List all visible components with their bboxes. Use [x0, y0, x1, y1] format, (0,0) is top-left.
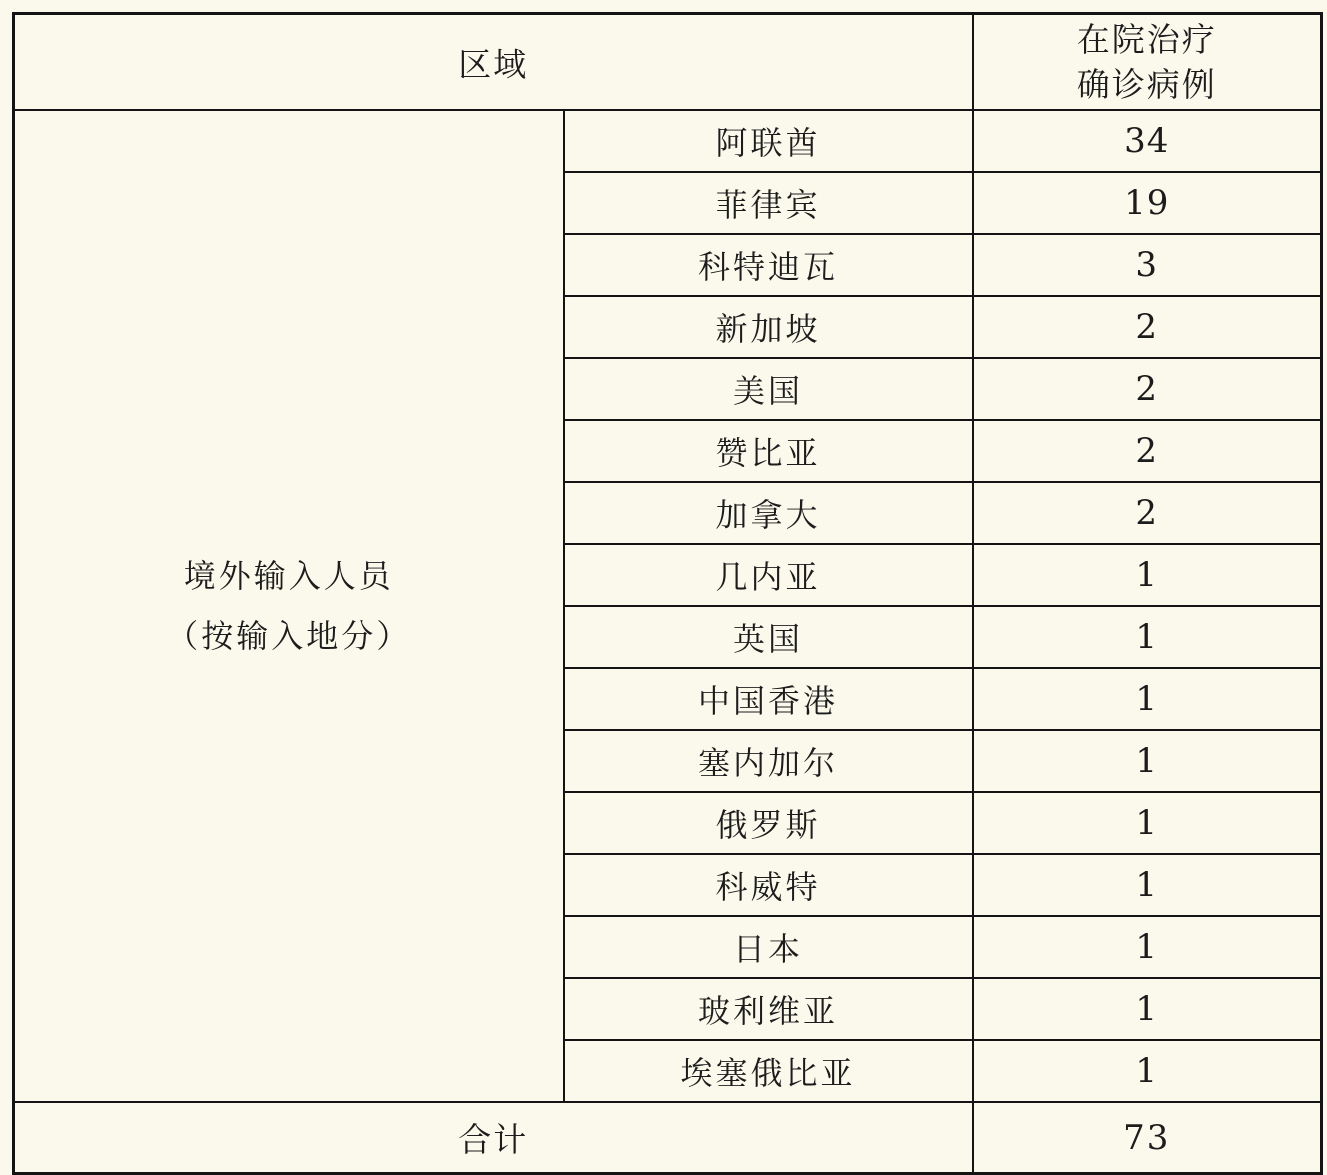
origin-cell: 日本 [564, 916, 973, 978]
origin-cell: 科特迪瓦 [564, 234, 973, 296]
origin-cell: 美国 [564, 358, 973, 420]
origin-cell: 中国香港 [564, 668, 973, 730]
total-label-cell: 合计 [14, 1102, 973, 1174]
origin-cell: 几内亚 [564, 544, 973, 606]
cases-cell: 34 [973, 110, 1322, 172]
origin-cell: 加拿大 [564, 482, 973, 544]
cases-cell: 1 [973, 668, 1322, 730]
region-header-cell: 区域 [14, 14, 973, 111]
table-header-row [14, 14, 1322, 111]
origin-cell: 新加坡 [564, 296, 973, 358]
table-total-row [14, 1102, 1322, 1174]
origin-cell: 阿联酋 [564, 110, 973, 172]
cases-cell: 3 [973, 234, 1322, 296]
origin-cell: 埃塞俄比亚 [564, 1040, 973, 1102]
cases-cell: 19 [973, 172, 1322, 234]
cases-cell: 2 [973, 420, 1322, 482]
origin-cell: 科威特 [564, 854, 973, 916]
cases-cell: 1 [973, 916, 1322, 978]
table-row [14, 110, 1322, 172]
cases-header-line2: 确诊病例 [1076, 65, 1217, 104]
cases-cell: 2 [973, 296, 1322, 358]
origin-cell: 俄罗斯 [564, 792, 973, 854]
origin-cell: 赞比亚 [564, 420, 973, 482]
cases-cell: 1 [973, 730, 1322, 792]
total-value-cell: 73 [973, 1102, 1322, 1174]
cases-cell: 2 [973, 358, 1322, 420]
cases-cell: 1 [973, 606, 1322, 668]
cases-cell: 1 [973, 544, 1322, 606]
group-label-line2: （按输入地分） [166, 617, 412, 655]
cases-cell: 1 [973, 792, 1322, 854]
cases-cell: 2 [973, 482, 1322, 544]
group-label-cell [14, 110, 564, 1102]
cases-cell: 1 [973, 854, 1322, 916]
cases-header-cell [973, 14, 1322, 111]
origin-cell: 玻利维亚 [564, 978, 973, 1040]
origin-cell: 英国 [564, 606, 973, 668]
hospitalized-cases-table [12, 12, 1323, 1175]
cases-header-line1: 在院治疗 [1076, 20, 1217, 59]
origin-cell: 塞内加尔 [564, 730, 973, 792]
cases-cell: 1 [973, 978, 1322, 1040]
origin-cell: 菲律宾 [564, 172, 973, 234]
cases-cell: 1 [973, 1040, 1322, 1102]
group-label-line1: 境外输入人员 [183, 557, 394, 595]
